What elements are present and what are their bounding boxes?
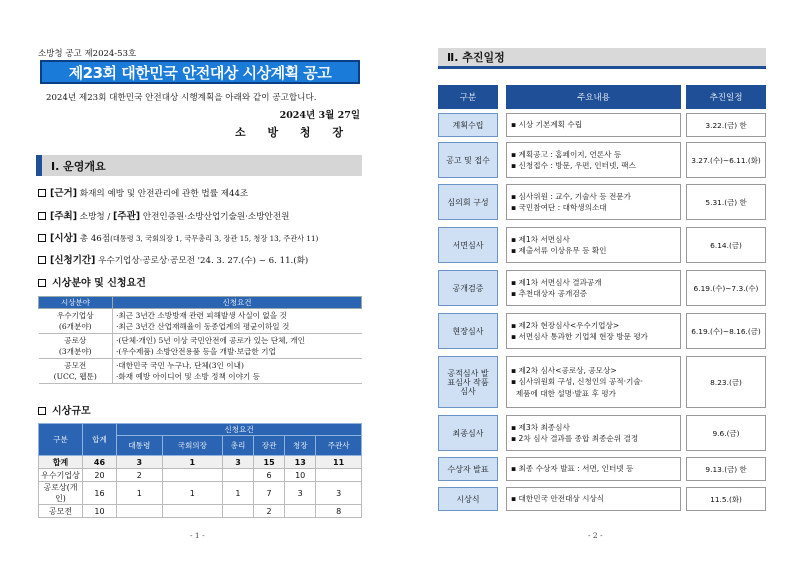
schedule-date: 9.13.(금) 한 [686,457,766,481]
page-number: - 1 - [190,531,205,540]
table-row [39,469,362,482]
table-cell: 10 [285,469,316,482]
schedule-date: 6.19.(수)~7.3.(수) [686,270,766,306]
table-header: 총리 [222,436,253,456]
notice-date: 2024년 3월 27일 [279,110,360,121]
schedule-date: 6.14.(금) [686,227,766,263]
table-cell: 46 [83,456,117,469]
table-cell [222,505,253,518]
content-line: ▪ 추천대상자 공개검증 [511,289,587,298]
schedule-category: 수상자 발표 [438,457,498,481]
document-page-2 [400,0,800,566]
table-cell: 3 [222,456,253,469]
table-cell: 1 [162,482,222,505]
table-cell: 16 [83,482,117,505]
item-host [38,208,289,222]
content-line: ▪ 심사위원 : 교수, 기술사 등 전문가 [511,191,631,201]
schedule-content [506,184,681,220]
field-sub: (3개분야) [58,347,92,356]
field-requirements-table [38,296,362,384]
schedule-content [506,356,681,408]
table-cell [162,469,222,482]
schedule-content [506,487,681,511]
table-cell: 3 [316,482,362,505]
signature: 소 방 청 장 [235,126,352,139]
content-line: ▪ 제1차 서면심사 [511,234,570,244]
content-line: ▪ 제1차 서면심사 결과공개 [511,277,602,287]
content-line: ▪ 대한민국 안전대상 시상식 [511,494,605,504]
subheading-scale [38,402,91,417]
table-cell: 8 [316,505,362,518]
schedule-category: 시상식 [438,487,498,511]
table-cell: 1 [162,456,222,469]
content-line: ▪ 심사위원회 구성, 신청인의 공적·기술· [511,377,644,387]
schedule-date: 3.27.(수)~6.11.(화) [686,142,766,178]
requirement-line: ·화재 예방 아이디어 및 소방 정책 이야기 등 [116,372,261,381]
schedule-date: 8.23.(금) [686,356,766,408]
item-text: 총 46점 [79,234,111,244]
table-row-total [39,456,362,469]
schedule-header-date: 추진일정 [686,85,766,109]
table-cell: 7 [254,482,285,505]
field-sub: (UCC, 웹툰) [53,372,97,381]
field-sub: (6개분야) [58,322,92,331]
schedule-content [506,270,681,306]
table-cell: 3 [285,482,316,505]
content-line: 제품에 대한 설명·발표 후 평가 [511,388,616,398]
requirement-line: ·대한민국 국민 누구나, 단체(3인 이내) [116,361,244,370]
table-group-header: 신청요건 [117,424,362,436]
content-line: ▪ 신청접수 : 방문, 우편, 인터넷, 팩스 [511,161,636,170]
requirement-line: ·(단체·개인) 5년 이상 국민안전에 공로가 있는 단체, 개인 [116,336,305,345]
field-cell [39,309,113,334]
table-cell [162,505,222,518]
item-award [38,230,318,244]
table-cell [316,469,362,482]
subheading-fields [38,274,146,289]
schedule-content [506,457,681,481]
table-cell [285,505,316,518]
table-cell [117,505,163,518]
table-header: 주관사 [316,436,362,456]
requirement-line: ·최근 3년간 소방방재 관련 피해발생 사실이 없을 것 [116,311,287,320]
schedule-row [438,227,766,263]
content-line: ▪ 서면심사 통과한 기업체 현장 방문 평가 [511,332,648,341]
table-cell: 2 [117,469,163,482]
schedule-category: 공고 및 접수 [438,142,498,178]
checkbox-icon [38,212,46,220]
item-detail: (대통령 3, 국회의장 1, 국무총리 3, 장관 15, 청장 13, 주관사 11) [110,234,319,243]
item-basis [38,185,248,199]
item-key: [근거] [50,188,78,199]
subheading-text: 시상분야 및 신청요건 [52,278,146,289]
field-cell [39,334,113,359]
schedule-row [438,457,766,481]
requirement-cell [113,359,362,384]
content-line: ▪ 2차 심사 결과를 종합 최종순위 결정 [511,434,639,443]
table-header: 청장 [285,436,316,456]
content-line: ▪ 제2차 심사<공로상, 공모상> [511,365,617,375]
award-scale-table [38,423,362,518]
intro-text: 2024년 제23회 대한민국 안전대상 시행계획을 아래와 같이 공고합니다. [46,93,317,103]
content-line: ▪ 시상 기본계획 수립 [511,120,583,130]
table-header: 장관 [254,436,285,456]
schedule-date: 3.22.(금) 한 [686,113,766,137]
content-line: ▪ 계획공고 : 홈페이지, 언론사 등 [511,149,622,159]
table-header: 시상분야 [39,297,113,309]
item-text: 우수기업상·공로상·공모전 '24. 3. 27.(수) ~ 6. 11.(화) [98,256,309,266]
section-heading-schedule: Ⅱ. 추진일정 [438,48,766,69]
field-name: 우수기업상 [56,311,94,320]
schedule-row [438,142,766,178]
checkbox-icon [38,189,46,197]
requirement-cell [113,309,362,334]
table-header: 신청요건 [113,297,362,309]
subheading-text: 시상규모 [52,406,91,417]
item-key-2: [주관] [113,211,141,222]
schedule-row [438,270,766,306]
item-period [38,252,308,266]
schedule-content [506,113,681,137]
table-header: 대통령 [117,436,163,456]
content-line: ▪ 제출서류 이상유무 등 확인 [511,246,607,255]
table-cell: 3 [117,456,163,469]
table-cell [222,469,253,482]
schedule-date: 5.31.(금) 한 [686,184,766,220]
table-cell: 20 [83,469,117,482]
table-cell: 합계 [39,456,83,469]
notice-number: 소방청 공고 제2024-53호 [38,49,137,59]
page-number: - 2 - [588,531,603,540]
item-text: 소방청 / [79,212,114,222]
content-line: ▪ 제3차 최종심사 [511,422,570,432]
requirement-line: ·(우수제품) 소방안전용품 등을 개발·보급한 기업 [116,347,276,356]
table-cell: 우수기업상 [39,469,83,482]
schedule-row [438,415,766,451]
table-cell: 2 [254,505,285,518]
schedule-content [506,142,681,178]
field-name: 공모전 [64,361,87,370]
field-name: 공로상 [64,336,87,345]
item-key: [신청기간] [50,255,96,266]
item-key: [주최] [50,211,78,222]
schedule-category: 공개검증 [438,270,498,306]
schedule-category: 최종심사 [438,415,498,451]
schedule-category: 계획수립 [438,113,498,137]
table-row [39,309,362,334]
table-row [39,334,362,359]
table-header: 국회의장 [162,436,222,456]
section-heading-overview: Ⅰ. 운영개요 [36,155,362,176]
schedule-date: 11.5.(화) [686,487,766,511]
schedule-row [438,313,766,349]
content-line: ▪ 최종 수상자 발표 : 서면, 인터넷 등 [511,464,634,474]
table-cell: 공로상(개인) [39,482,83,505]
table-cell: 6 [254,469,285,482]
schedule-header-content: 주요내용 [506,85,681,109]
table-cell: 10 [83,505,117,518]
table-cell: 15 [254,456,285,469]
table-cell: 1 [222,482,253,505]
checkbox-icon [38,279,46,287]
content-line: ▪ 제2차 현장심사<우수기업상> [511,320,620,330]
item-key: [시상] [50,233,78,244]
schedule-content [506,313,681,349]
table-row [39,359,362,384]
schedule-row [438,487,766,511]
schedule-content [506,415,681,451]
table-cell: 13 [285,456,316,469]
schedule-row [438,184,766,220]
schedule-content [506,227,681,263]
schedule-date: 6.19.(수)~8.16.(금) [686,313,766,349]
schedule-header-category: 구분 [438,85,498,109]
checkbox-icon [38,407,46,415]
field-cell [39,359,113,384]
content-line: ▪ 국민참여단 : 대학생의소대 [511,203,607,212]
schedule-category: 공적심사 발표심사 작품심사 [438,356,498,408]
item-text: 화재의 예방 및 안전관리에 관한 법률 제44조 [79,189,249,199]
item-text-2: 안전인증원·소방산업기술원·소방안전원 [142,212,290,222]
table-cell: 1 [117,482,163,505]
schedule-category: 서면심사 [438,227,498,263]
table-row [39,482,362,505]
requirement-cell [113,334,362,359]
schedule-date: 9.6.(금) [686,415,766,451]
requirement-line: ·최근 3년간 산업재해율이 동종업계의 평균이하일 것 [116,322,290,331]
table-cell: 11 [316,456,362,469]
schedule-row [438,356,766,408]
table-row [39,505,362,518]
schedule-category: 현장심사 [438,313,498,349]
document-title: 제23회 대한민국 안전대상 시상계획 공고 [40,60,360,84]
schedule-row [438,113,766,137]
schedule-category: 심의회 구성 [438,184,498,220]
checkbox-icon [38,234,46,242]
checkbox-icon [38,256,46,264]
table-header: 합계 [83,424,117,456]
table-header: 구분 [39,424,83,456]
table-cell: 공모전 [39,505,83,518]
